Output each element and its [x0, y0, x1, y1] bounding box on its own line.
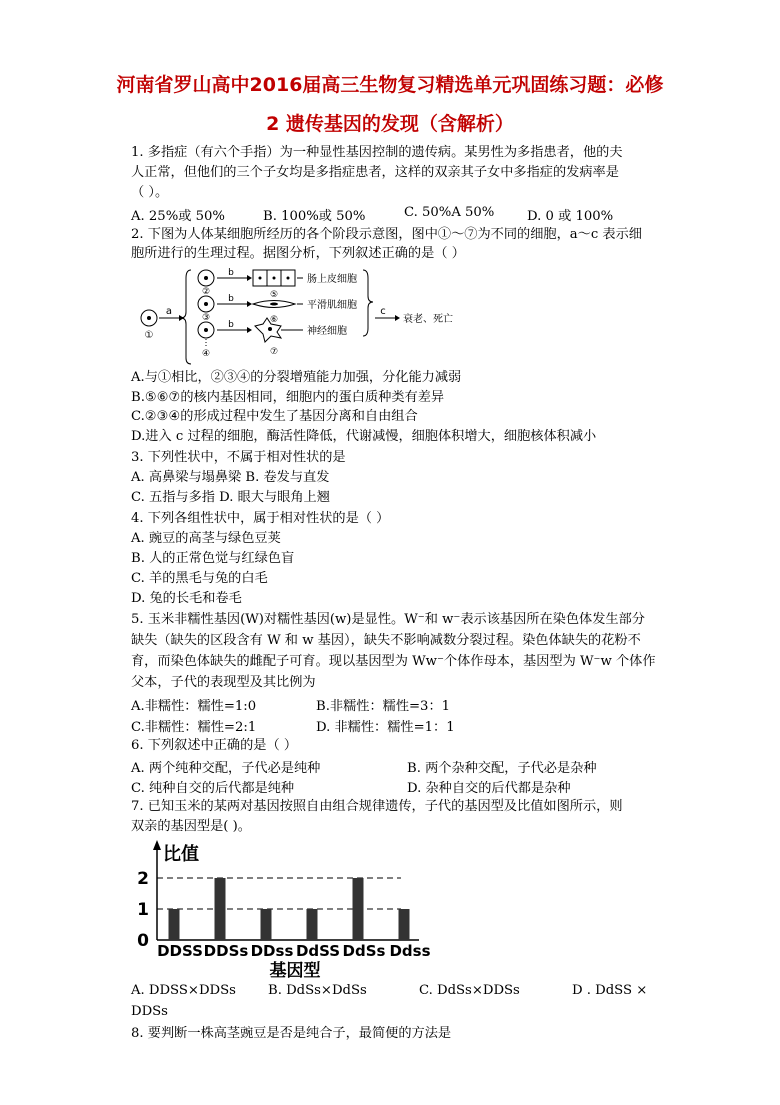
q1-line-1: 1. 多指症（有六个手指）为一种显性基因控制的遗传病。某男性为多指患者，他的夫: [131, 145, 623, 160]
cell-2-label: ②: [201, 287, 211, 297]
q6-stem: 6. 下列叙述中正确的是（ ）: [131, 738, 298, 753]
q2-option-b: B.⑤⑥⑦的核内基因相同，细胞内的蛋白质种类有差异: [131, 390, 445, 405]
q1-line-3: （ ）。: [131, 185, 169, 200]
x-tick-label: DDSs: [203, 942, 249, 960]
q7-line-2: 双亲的基因型是( )。: [131, 819, 251, 834]
q4-option-d: D. 兔的长毛和卷毛: [131, 591, 242, 606]
q1-line-2: 人正常，但他们的三个子女均是多指症患者，这样的双亲其子女中多指症的发病率是: [131, 165, 619, 180]
q7-option-a: A. DDSS×DDSs: [131, 983, 236, 998]
q2-line-1: 2. 下图为人体某细胞所经历的各个阶段示意图，图中①～⑦为不同的细胞，a～c 表示细: [131, 227, 642, 242]
q6-option-b: B. 两个杂种交配，子代必是杂种: [407, 761, 597, 776]
x-tick-label: DdSs: [342, 942, 386, 960]
q3-options-cd: C. 五指与多指 D. 眼大与眼角上翘: [131, 490, 330, 505]
q5-line-1: 5. 玉米非糯性基因(W)对糯性基因(w)是显性。W⁻和 w⁻表示该基因所在染色体发生部分: [131, 612, 645, 627]
q6-option-a: A. 两个纯种交配，子代必是纯种: [131, 761, 321, 776]
q3-options-ab: A. 高鼻梁与塌鼻梁 B. 卷发与直发: [131, 470, 330, 485]
y-tick-label: 0: [137, 931, 149, 951]
arrow-b2-label: b: [228, 294, 234, 304]
q7-option-d-cont: DDSs: [131, 1004, 168, 1019]
q1-option-d: D. 0 或 100%: [527, 209, 614, 224]
bar-ddss: [307, 909, 318, 940]
y-tick-label: 2: [137, 869, 149, 889]
intestinal-cell-label: 肠上皮细胞: [307, 274, 357, 285]
y-axis-title: 比值: [163, 844, 199, 865]
bar-ddss: [169, 909, 180, 940]
bar-ddss: [261, 909, 272, 940]
smooth-muscle-label: 平滑肌细胞: [307, 300, 357, 311]
q7-option-b: B. DdSs×DdSs: [268, 983, 367, 998]
q5-line-4: 父本，子代的表现型及其比例为: [131, 675, 316, 690]
cell-4-label: ④: [201, 349, 211, 359]
q4-stem: 4. 下列各组性状中，属于相对性状的是（ ）: [131, 511, 390, 526]
q5-option-b: B.非糯性：糯性=3：1: [316, 699, 451, 714]
bar-ddss: [399, 909, 410, 940]
y-axis-arrow: [153, 840, 161, 850]
q1-option-b: B. 100%或 50%: [263, 209, 366, 224]
arrow-c-label: c: [380, 306, 386, 317]
q2-option-d: D.进入 c 过程的细胞，酶活性降低，代谢减慢，细胞体积增大，细胞核体积减小: [131, 429, 597, 444]
arrow-b1-label: b: [228, 268, 234, 278]
q7-option-c: C. DdSs×DDSs: [419, 983, 520, 998]
cell-1-label: ①: [144, 330, 154, 341]
x-axis-title: 基因型: [269, 961, 321, 978]
x-tick-label: DDSS: [157, 942, 203, 960]
neuron-label: 神经细胞: [307, 326, 347, 337]
x-tick-label: DdSS: [295, 942, 341, 960]
genotype-ratio-chart: [131, 838, 431, 978]
q4-option-a: A. 豌豆的高茎与绿色豆荚: [131, 531, 281, 546]
arrow-b3-label: b: [228, 320, 234, 330]
cell-5-label: ⑤: [269, 290, 279, 300]
q5-option-c: C.非糯性：糯性=2:1: [131, 720, 257, 735]
page-title-line2: 2 遗传基因的发现（含解析）: [266, 113, 514, 135]
cell-3-label: ③: [201, 313, 211, 323]
cell-7-label: ⑦: [269, 347, 279, 357]
q5-option-d: D. 非糯性：糯性=1：1: [316, 720, 455, 735]
q7-option-d: D . DdSS ×: [572, 983, 648, 998]
page-title-line1: 河南省罗山高中2016届高三生物复习精选单元巩固练习题：必修: [116, 74, 664, 96]
q5-line-3: 育，而染色体缺失的雌配子可育。现以基因型为 Ww⁻个体作母本，基因型为 W⁻w 个体作: [131, 654, 656, 669]
q4-option-b: B. 人的正常色觉与红绿色盲: [131, 551, 295, 566]
q8-stem: 8. 要判断一株高茎豌豆是否是纯合子，最简便的方法是: [131, 1026, 452, 1041]
y-tick-label: 1: [137, 900, 149, 920]
x-tick-label: Ddss: [389, 942, 431, 960]
q4-option-c: C. 羊的黑毛与兔的白毛: [131, 571, 268, 586]
q5-line-2: 缺失（缺失的区段含有 W 和 w 基因），缺失不影响减数分裂过程。染色体缺失的花粉不: [131, 633, 641, 648]
q3-stem: 3. 下列性状中，不属于相对性状的是: [131, 450, 346, 465]
arrow-a-label: a: [165, 306, 173, 317]
q1-option-c: C. 50%A 50%: [404, 205, 495, 220]
q2-line-2: 胞所进行的生理过程。据图分析，下列叙述正确的是（ ）: [131, 246, 465, 261]
x-tick-label: DDss: [250, 942, 294, 960]
q5-option-a: A.非糯性：糯性=1:0: [131, 699, 257, 714]
q7-line-1: 7. 已知玉米的某两对基因按照自由组合规律遗传，子代的基因型及比值如图所示，则: [131, 799, 623, 814]
cell-6-label: ⑥: [269, 315, 279, 325]
q6-option-d: D. 杂种自交的后代都是杂种: [407, 781, 571, 796]
bar-ddss: [215, 878, 226, 940]
q6-option-c: C. 纯种自交的后代都是纯种: [131, 781, 295, 796]
q1-option-a: A. 25%或 50%: [131, 209, 225, 224]
q2-option-a: A.与①相比，②③④的分裂增殖能力加强，分化能力减弱: [131, 370, 462, 385]
cell-differentiation-diagram: [131, 266, 471, 366]
bar-ddss: [353, 878, 364, 940]
senescence-label: 衰老、死亡: [403, 314, 453, 325]
q2-option-c: C.②③④的形成过程中发生了基因分离和自由组合: [131, 409, 418, 424]
